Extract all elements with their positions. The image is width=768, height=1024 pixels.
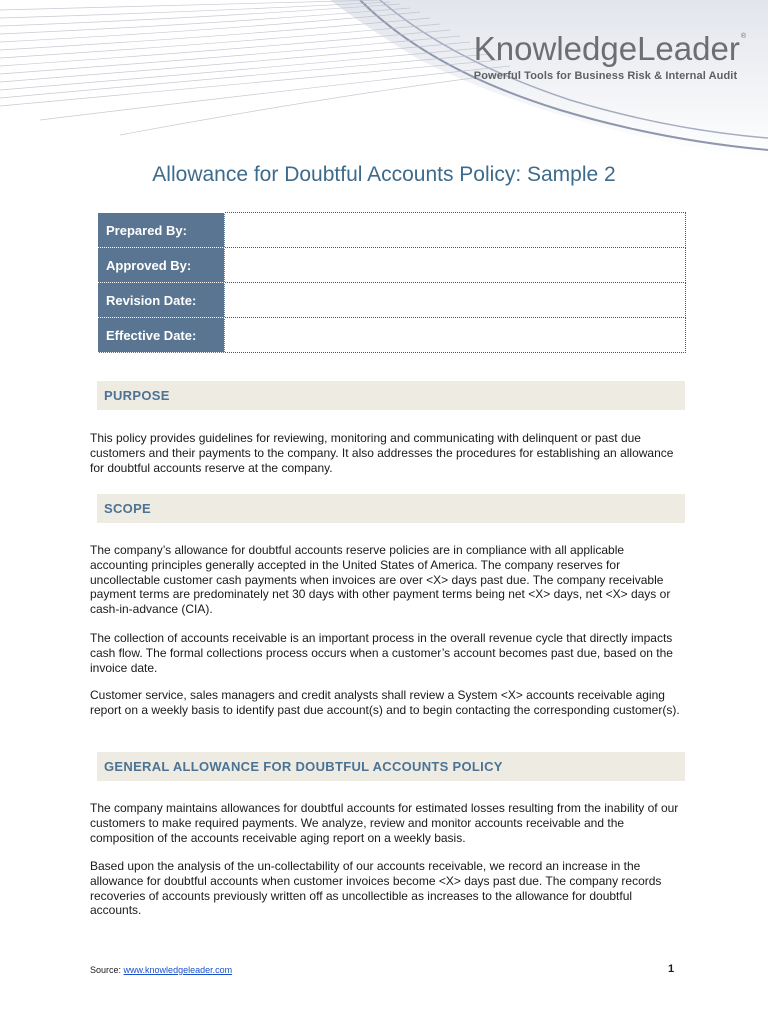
table-row — [98, 213, 686, 248]
brand-tagline: Powerful Tools for Business Risk & Internal Audit — [473, 70, 738, 82]
document-info-table — [97, 212, 686, 353]
footer-source — [90, 965, 232, 975]
brand-logo — [474, 18, 746, 82]
scope-paragraph-2: The collection of accounts receivable is an important process in the overall revenue cycle that directly impacts cash flow. The formal collections process occurs when a customer’s account becomes past due, based on the invoice date. — [90, 631, 673, 675]
page-title: Allowance for Doubtful Accounts Policy: Sample 2 — [152, 163, 616, 186]
page-number: 1 — [668, 963, 675, 975]
scope-heading: SCOPE — [97, 494, 685, 523]
table-row — [98, 283, 686, 318]
purpose-paragraph: This policy provides guidelines for reviewing, monitoring and communicating with delinquent or past due customers and their payments to the company. It also addresses the procedures for establishing an allowance for doubtful accounts reserve at the company. — [90, 431, 674, 475]
table-row — [98, 318, 686, 353]
scope-paragraph-1: The company’s allowance for doubtful accounts reserve policies are in compliance with all applicable accounting principles generally accepted in the United States of America. The company reserves for uncollectable customer cash payments when invoices are over <X> days past due. The company receivable payment terms are predominately net 30 days with other payment terms being net <X> days, net <X> days or cash-in-advance (CIA). — [90, 543, 671, 617]
source-link[interactable]: www.knowledgeleader.com — [123, 965, 233, 975]
revision-date-value — [225, 283, 686, 318]
brand-name: KnowledgeLeader® — [473, 30, 746, 67]
table-row — [98, 248, 686, 283]
approved-by-label: Approved By: — [98, 248, 225, 283]
general-paragraph-2: Based upon the analysis of the un-collectability of our accounts receivable, we record an increase in the allowance for doubtful accounts when customer invoices become <X> days past due. The company records recoveries of accounts previously written off as uncollectible as increases to the allowance for doubtful accounts. — [90, 859, 662, 918]
scope-paragraph-3: Customer service, sales managers and credit analysts shall review a System <X> accounts receivable aging report on a weekly basis to identify past due account(s) and to begin contacting the corresponding customer(s). — [90, 688, 680, 717]
approved-by-value — [225, 248, 686, 283]
general-paragraph-1: The company maintains allowances for doubtful accounts for estimated losses resulting from the inability of our customers to make required payments. We analyze, review and monitor accounts receivable and the composition of the accounts receivable aging report on a weekly basis. — [90, 801, 679, 845]
page-header — [0, 0, 768, 160]
purpose-heading: PURPOSE — [97, 381, 685, 410]
general-policy-heading: GENERAL ALLOWANCE FOR DOUBTFUL ACCOUNTS POLICY — [97, 752, 685, 781]
prepared-by-value — [225, 213, 686, 248]
source-label: Source: — [90, 965, 122, 975]
revision-date-label: Revision Date: — [98, 283, 225, 318]
effective-date-value — [225, 318, 686, 353]
prepared-by-label: Prepared By: — [98, 213, 225, 248]
effective-date-label: Effective Date: — [98, 318, 225, 353]
